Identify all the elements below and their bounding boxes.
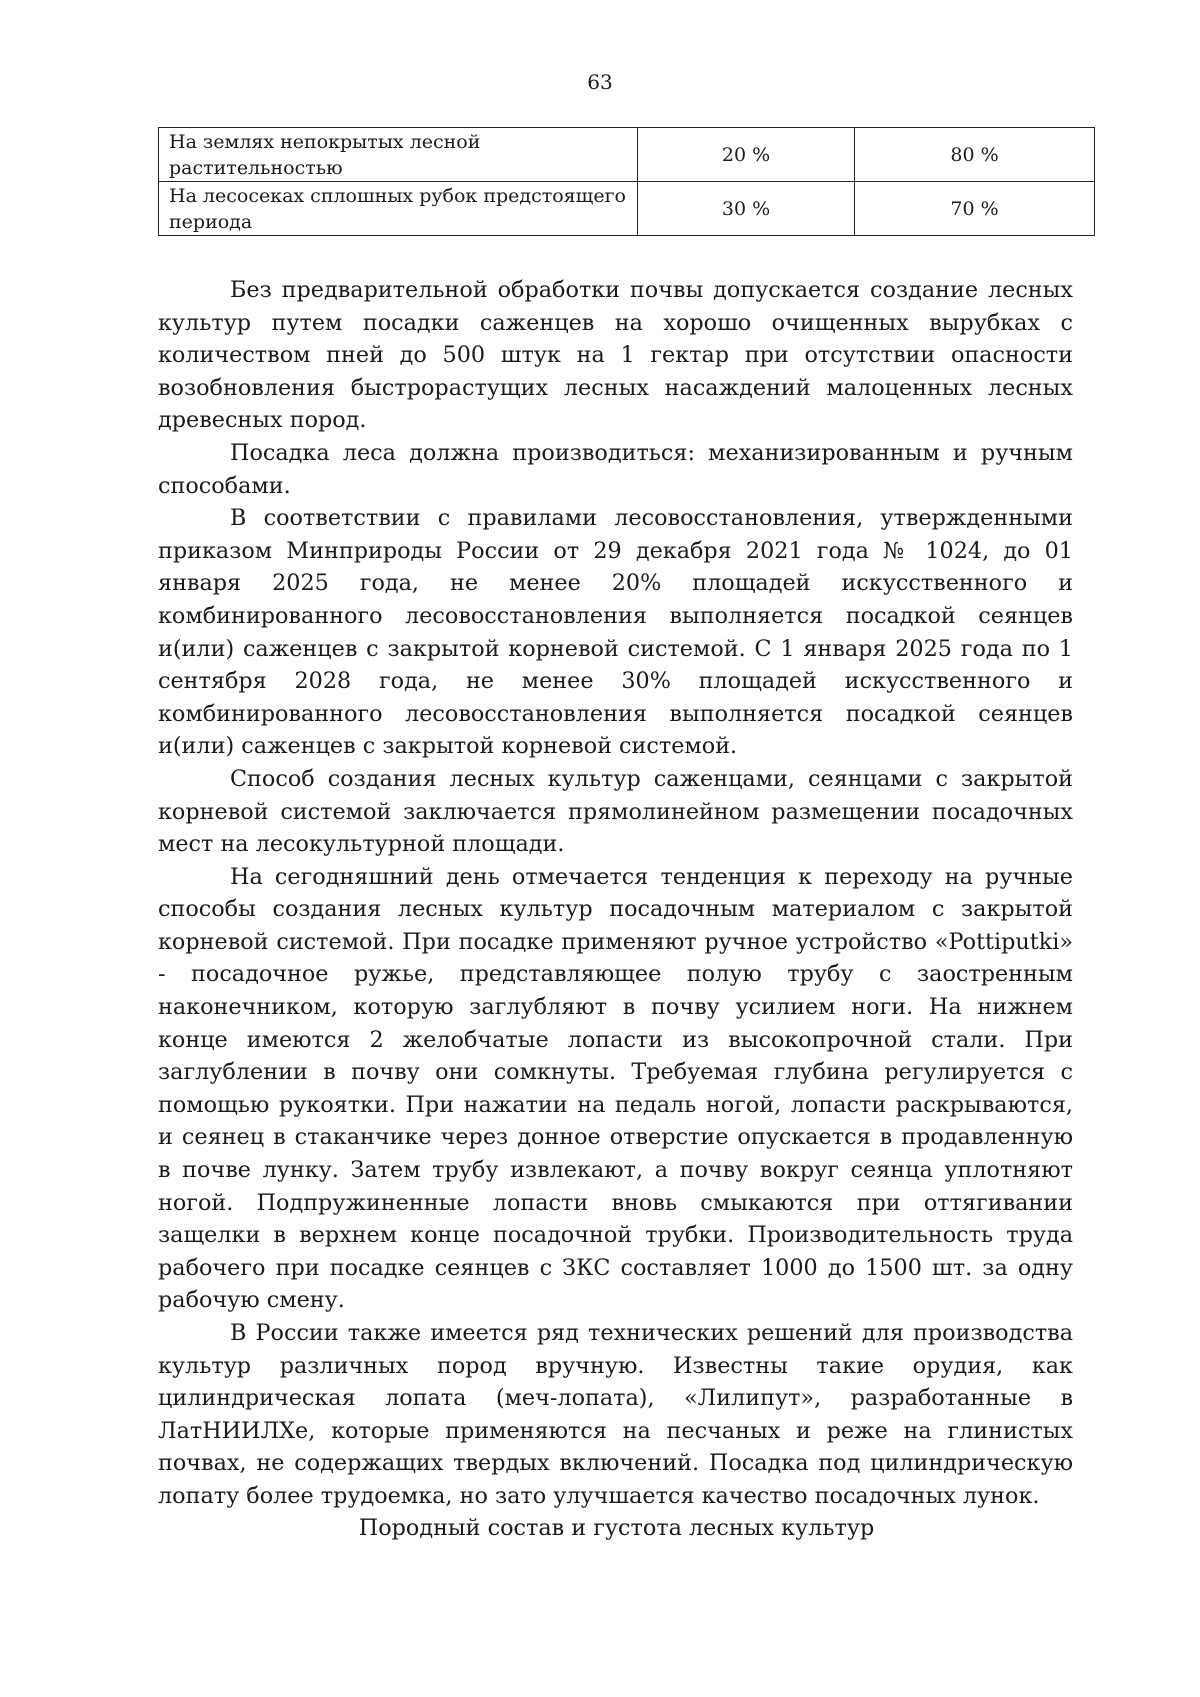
distribution-table: [158, 127, 1095, 236]
table-row: [159, 182, 1095, 236]
table-cell-value: 70 %: [855, 182, 1095, 236]
row-label-line2: периода: [169, 210, 253, 233]
table-row: [159, 128, 1095, 182]
paragraph: Посадка леса должна производиться: механизированным и ручным способами.: [158, 439, 1073, 499]
body-text: [158, 274, 1073, 1513]
paragraph: В соответствии с правилами лесовосстановления, утвержденными приказом Минприроды России от 29 декабря 2021 года № 1024, до 01 января 2025 года, не менее 20% площадей искусственного и комбинированного лесовосстановления выполняется посадкой сеянцев и(или) саженцев с закрытой корневой системой. С 1 января 2025 года по 1 сентября 2028 года, не менее 30% площадей искусственного и комбинированного лесовосстановления выполняется посадкой сеянцев и(или) саженцев с закрытой корневой системой.: [158, 505, 1073, 760]
paragraph: Способ создания лесных культур саженцами, сеянцами с закрытой корневой системой заключается прямолинейном размещении посадочных мест на лесокультурной площади.: [158, 765, 1073, 858]
table-cell-value: 30 %: [638, 182, 855, 236]
table-cell-label: [159, 128, 638, 182]
row-label-line1: На лесосеках сплошных рубок предстоящего: [169, 184, 626, 207]
row-label-line1: На землях непокрытых лесной: [169, 130, 481, 153]
row-label-line2: растительностью: [169, 156, 343, 179]
paragraph: Без предварительной обработки почвы допускается создание лесных культур путем посадки саженцев на хорошо очищенных вырубках с количеством пней до 500 штук на 1 гектар при отсутствии опасности возобновления быстрорастущих лесных насаждений малоценных лесных древесных пород.: [158, 277, 1073, 434]
paragraph: В России также имеется ряд технических решений для производства культур различных пород вручную. Известны такие орудия, как цилиндрическая лопата (меч-лопата), «Лилипут», разработанные в ЛатНИИЛХе, которые применяются на песчаных и реже на глинистых почвах, не содержащих твердых включений. Посадка под цилиндрическую лопату более трудоемка, но зато улучшается качество посадочных лунок.: [158, 1320, 1073, 1509]
table-cell-value: 20 %: [638, 128, 855, 182]
section-heading: Породный состав и густота лесных культур: [358, 1515, 875, 1541]
paragraph: На сегодняшний день отмечается тенденция к переходу на ручные способы создания лесных культур посадочным материалом с закрытой корневой системой. При посадке применяют ручное устройство «Pottiputki» - посадочное ружье, представляющее полую трубу с заостренным наконечником, которую заглубляют в почву усилием ноги. На нижнем конце имеются 2 желобчатые лопасти из высокопрочной стали. При заглублении в почву они сомкнуты. Требуемая глубина регулируется с помощью рукоятки. При нажатии на педаль ногой, лопасти раскрываются, и сеянец в стаканчике через донное отверстие опускается в продавленную в почве лунку. Затем трубу извлекают, а почву вокруг сеянца уплотняют ногой. Подпружиненные лопасти вновь смыкаются при оттягивании защелки в верхнем конце посадочной трубки. Производительность труда рабочего при посадке сеянцев с ЗКС составляет 1000 до 1500 шт. за одну рабочую смену.: [158, 863, 1073, 1314]
page-number: 63: [587, 70, 613, 94]
table-cell-label: [159, 182, 638, 236]
table-cell-value: 80 %: [855, 128, 1095, 182]
